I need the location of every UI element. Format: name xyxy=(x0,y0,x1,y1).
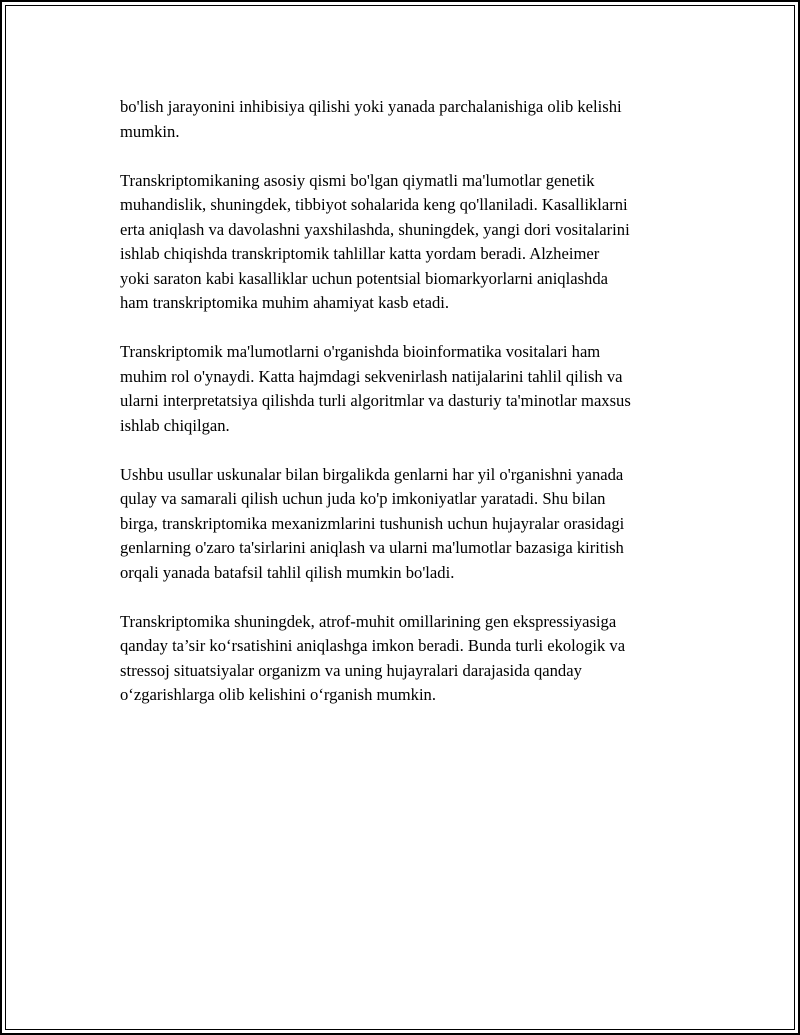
text-line: ishlab chiqishda transkriptomik tahlillar katta yordam beradi. Alzheimer xyxy=(120,244,600,263)
text-line: Ushbu usullar uskunalar bilan birgalikda genlarni har yil o'rganishni yanada xyxy=(120,464,624,484)
text-line: qulay va samarali qilish uchun juda ko'p imkoniyatlar yaratadi. Shu bilan xyxy=(120,489,606,508)
text-line: ishlab chiqilgan. xyxy=(120,415,230,435)
text-line: muhim rol o'ynaydi. Katta hajmdagi sekvenirlash natijalarini tahlil qilish va xyxy=(120,366,623,386)
text-line: o‘zgarishlarga olib kelishini o‘rganish mumkin. xyxy=(120,685,437,704)
text-line: Transkriptomika shuningdek, atrof-muhit omillarining gen ekspressiyasiga xyxy=(120,611,617,631)
paragraph-4 xyxy=(120,463,690,586)
text-line: birga, transkriptomika mexanizmlarini tushunish uchun hujayralar orasidagi xyxy=(120,513,625,533)
text-line: ularni interpretatsiya qilishda turli algoritmlar va dasturiy ta'minotlar maxsus xyxy=(120,391,631,410)
paragraph-1 xyxy=(120,95,690,144)
paragraph-3 xyxy=(120,340,690,438)
paragraph-2 xyxy=(120,169,690,316)
document-body xyxy=(120,95,690,732)
text-line: ham transkriptomika muhim ahamiyat kasb etadi. xyxy=(120,293,450,312)
text-line: muhandislik, shuningdek, tibbiyot sohalarida keng qo'llaniladi. Kasalliklarni xyxy=(120,195,628,214)
paragraph-5 xyxy=(120,610,690,708)
text-line: erta aniqlash va davolashni yaxshilashda, shuningdek, yangi dori vositalarini xyxy=(120,219,630,239)
text-line: mumkin. xyxy=(120,121,180,141)
text-line: bo'lish jarayonini inhibisiya qilishi yoki yanada parchalanishiga olib kelishi xyxy=(120,97,622,116)
text-line: Transkriptomikaning asosiy qismi bo'lgan qiymatli ma'lumotlar genetik xyxy=(120,170,595,190)
text-line: stressoj situatsiyalar organizm va uning hujayralari darajasida qanday xyxy=(120,660,582,680)
text-line: orqali yanada batafsil tahlil qilish mumkin bo'ladi. xyxy=(120,562,455,582)
text-line: genlarning o'zaro ta'sirlarini aniqlash va ularni ma'lumotlar bazasiga kiritish xyxy=(120,538,624,557)
text-line: qanday ta’sir ko‘rsatishini aniqlashga imkon beradi. Bunda turli ekologik va xyxy=(120,636,626,655)
text-line: Transkriptomik ma'lumotlarni o'rganishda bioinformatika vositalari ham xyxy=(120,342,601,361)
text-line: yoki saraton kabi kasalliklar uchun potentsial biomarkyorlarni aniqlashda xyxy=(120,268,609,288)
